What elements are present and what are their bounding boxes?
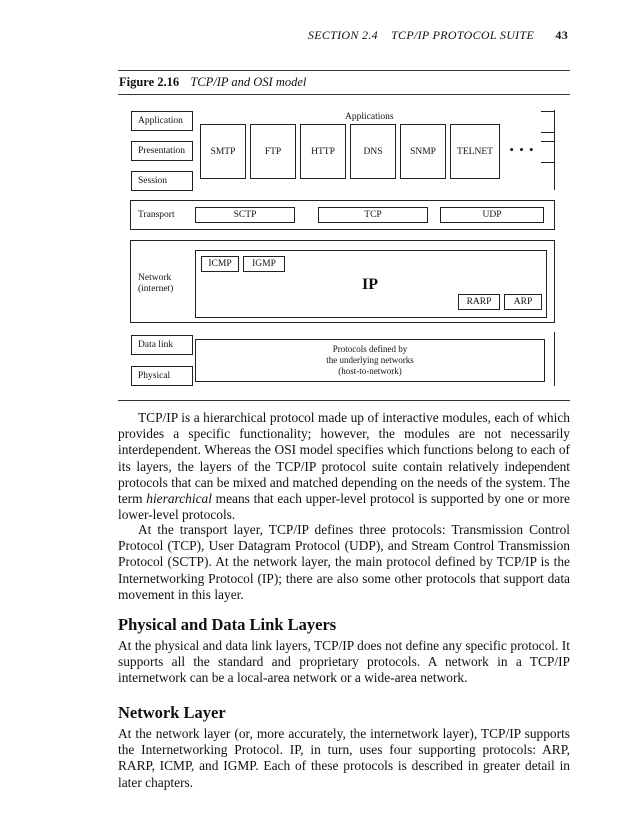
protocol-smtp: SMTP — [200, 124, 246, 179]
paragraph-transport: At the transport layer, TCP/IP defines three protocols: Transmission Control Protocol (TCP), User Datagram Protocol (UDP), and Stream Control Transmission Protocol (SCTP). At the network layer, the main protocol defined by TCP/IP is the Internetworking Protocol (IP); there are also some other protocols that support data movement in this layer. — [118, 522, 570, 602]
osi-layer-application: Application — [131, 111, 193, 131]
paragraph-hierarchical: TCP/IP is a hierarchical protocol made up of interactive modules, each of which provides a specific functionality; however, the modules are not necessarily interdependent. Whereas the OSI model specifies which functions belong to each of its layers, the layers of the TCP/IP protocol suite contain relatively independent protocols that can be mixed and matched depending on the needs of the system. The term hierarchical means that each upper-level protocol is supported by one or more lower-level protocols. — [118, 410, 570, 523]
heading-network-layer: Network Layer — [118, 703, 226, 722]
osi-layer-datalink: Data link — [131, 335, 193, 355]
protocol-icmp: ICMP — [201, 256, 239, 272]
osi-layer-presentation: Presentation — [131, 141, 193, 161]
protocol-snmp: SNMP — [400, 124, 446, 179]
paragraph-physical: At the physical and data link layers, TCP/IP does not define any specific protocol. It supports all the standard and proprietary protocols. A network in a TCP/IP internetwork can be a local-area network or a wide-area network. — [118, 638, 570, 686]
protocol-ip: IP — [362, 276, 378, 293]
host-to-network-box: Protocols defined by the underlying networks (host-to-network) — [195, 339, 545, 382]
protocol-igmp: IGMP — [243, 256, 285, 272]
paragraph-network: At the network layer (or, more accurately, the internetwork layer), TCP/IP supports the Internetworking Protocol. IP, in turn, uses four supporting protocols: ARP, RARP, ICMP, and IGMP. Each of these protocols is described in greater detail in later chapters. — [118, 726, 570, 790]
heading-physical-datalink: Physical and Data Link Layers — [118, 615, 337, 634]
protocol-rarp: RARP — [458, 294, 500, 310]
app-bracket-top — [541, 111, 555, 133]
protocol-ftp: FTP — [250, 124, 296, 179]
protocol-http: HTTP — [300, 124, 346, 179]
osi-layer-session: Session — [131, 171, 193, 191]
figure-number: Figure 2.16 — [119, 75, 180, 89]
running-head-title: TCP/IP PROTOCOL SUITE — [391, 28, 535, 42]
applications-label: Applications — [345, 112, 394, 122]
protocol-dns: DNS — [350, 124, 396, 179]
protocol-arp: ARP — [504, 294, 542, 310]
running-head-section: SECTION 2.4 — [307, 28, 378, 42]
protocol-udp: UDP — [440, 207, 544, 223]
figure-title: TCP/IP and OSI model — [190, 75, 307, 89]
protocol-sctp: SCTP — [195, 207, 295, 223]
osi-layer-physical: Physical — [131, 366, 193, 386]
protocol-more-dots: • • • — [509, 142, 535, 157]
app-bracket-mid — [541, 141, 555, 163]
osi-layer-network: Network (internet) — [138, 273, 174, 294]
protocol-telnet: TELNET — [450, 124, 500, 179]
figure-bottom-rule — [118, 400, 570, 401]
osi-layer-transport: Transport — [138, 210, 175, 220]
page-number: 43 — [555, 28, 568, 42]
protocol-tcp: TCP — [318, 207, 428, 223]
